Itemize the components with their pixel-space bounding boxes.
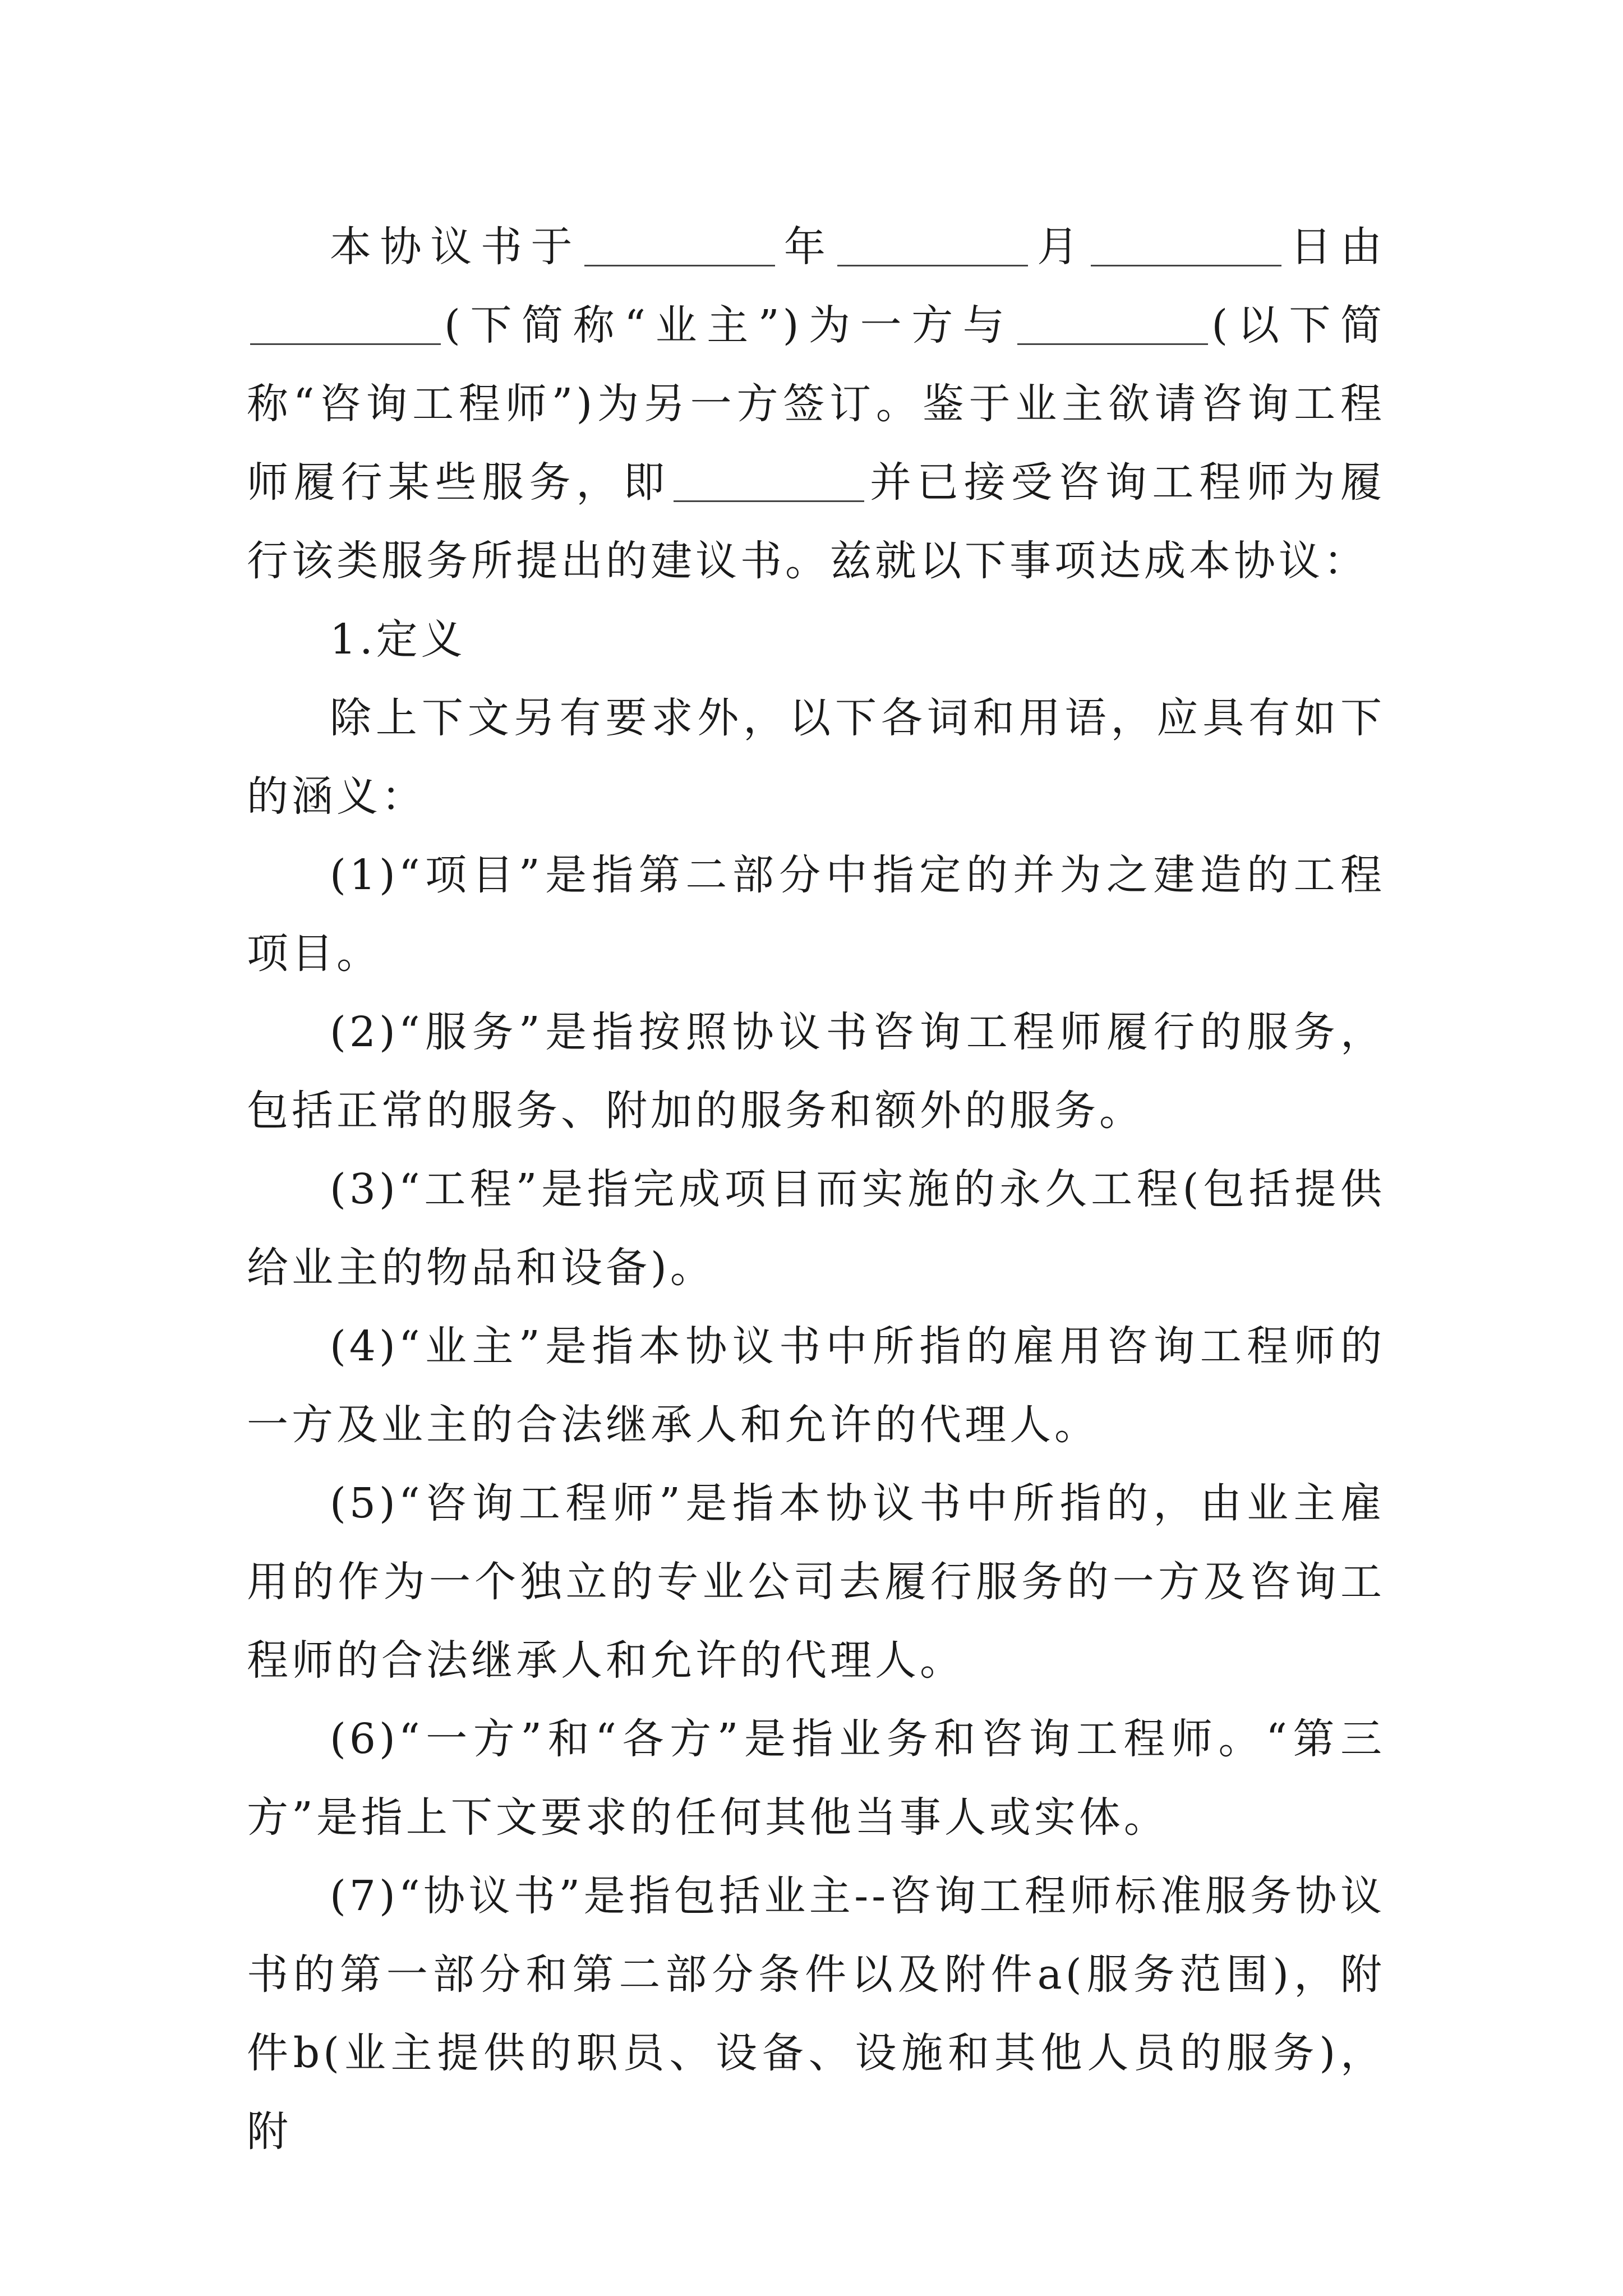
definition-intro: 除上下文另有要求外，以下各词和用语，应具有如下的涵义：	[247, 694, 1385, 821]
definition-item-6: (6)“一方”和“各方”是指业务和咨询工程师。“第三方”是指上下文要求的任何其他当事人或实体。	[247, 1715, 1385, 1842]
definition-item-5: (5)“咨询工程师”是指本协议书中所指的，由业主雇用的作为一个独立的专业公司去履行服务的一方及咨询工程师的合法继承人和允许的代理人。	[247, 1479, 1385, 1685]
intro-text-5: (下简称“业主”)为一方与	[444, 301, 1015, 349]
intro-paragraph	[247, 208, 1385, 600]
intro-text-2: 年	[778, 223, 834, 271]
service-blank	[674, 455, 864, 502]
date-blank-month	[837, 220, 1028, 266]
intro-text-6: (以下简称“咨询工程师”)为另一方签订。鉴于业主欲请咨询工程师履行某些服务，即	[247, 301, 1386, 507]
definition-item-7: (7)“协议书”是指包括业主--咨询工程师标准服务协议书的第一部分和第二部分条件以及附件a(服务范围)，附件b(业主提供的职员、设备、设施和其他人员的服务)，附	[247, 1872, 1385, 2156]
definition-item-1: (1)“项目”是指第二部分中指定的并为之建造的工程项目。	[247, 851, 1385, 978]
date-blank-year	[584, 220, 775, 266]
owner-name-blank	[250, 298, 441, 345]
document-body	[247, 208, 1385, 2171]
consultant-name-blank	[1017, 298, 1208, 345]
definition-item-4: (4)“业主”是指本协议书中所指的雇用咨询工程师的一方及业主的合法继承人和允许的代理人。	[247, 1322, 1385, 1449]
intro-text-7: 并已接受咨询工程师为履行该类服务所提出的建议书。兹就以下事项达成本协议：	[247, 458, 1386, 585]
definition-item-3: (3)“工程”是指完成项目而实施的永久工程(包括提供给业主的物品和设备)。	[247, 1165, 1385, 1292]
intro-text-3: 月	[1031, 223, 1087, 271]
definition-item-2: (2)“服务”是指按照协议书咨询工程师履行的服务，包括正常的服务、附加的服务和额外的服务。	[247, 1008, 1385, 1135]
intro-text-4: 日由	[1284, 223, 1386, 271]
section-title: 1.定义	[330, 615, 466, 664]
date-blank-day	[1091, 220, 1281, 266]
intro-text-1: 本协议书于	[330, 223, 582, 271]
